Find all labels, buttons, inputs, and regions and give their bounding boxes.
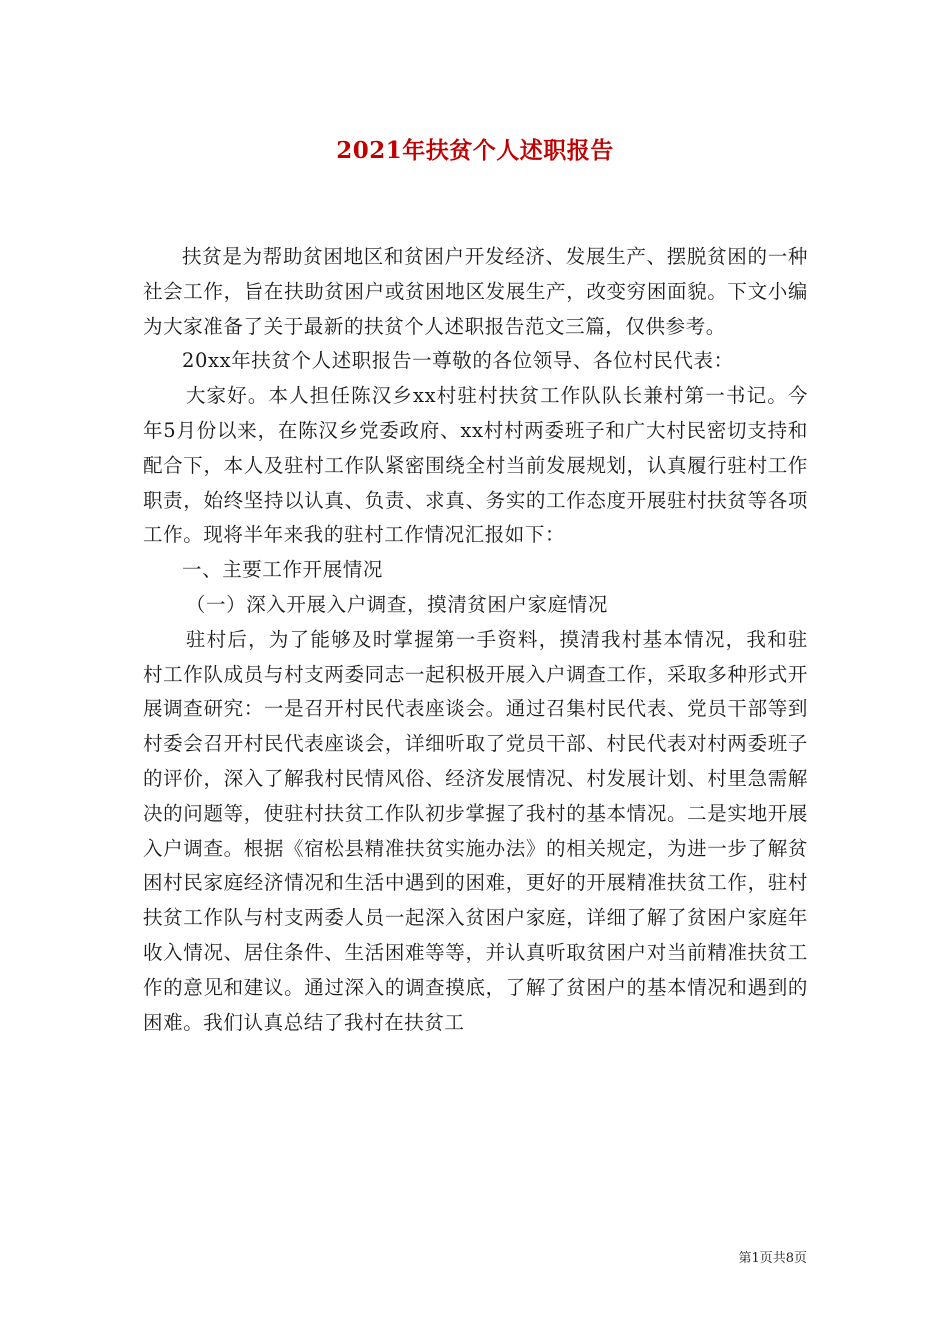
- document-title: 2021年扶贫个人述职报告: [336, 137, 614, 164]
- document-body: [143, 240, 808, 1040]
- section-heading: 一、主要工作开展情况: [182, 558, 384, 582]
- paragraph-survey: 驻村后，为了能够及时掌握第一手资料，摸清我村基本情况，我和驻村工作队成员与村支两委同志一起积极开展入户调查工作，采取多种形式开展调查研究：一是召开村民代表座谈会。通过召集村民代表、党员干部等到村委会召开村民代表座谈会，详细听取了党员干部、村民代表对村两委班子的评价，深入了解我村民情风俗、经济发展情况、村发展计划、村里急需解决的问题等，使驻村扶贫工作队初步掌握了我村的基本情况。二是实地开展入户调查。根据《宿松县精准扶贫实施办法》的相关规定，为进一步了解贫困村民家庭经济情况和生活中遇到的困难，更好的开展精准扶贫工作，驻村扶贫工作队与村支两委人员一起深入贫困户家庭，详细了解了贫困户家庭年收入情况、居住条件、生活困难等等，并认真听取贫困户对当前精准扶贫工作的意见和建议。通过深入的调查摸底，了解了贫困户的基本情况和遇到的困难。我们认真总结了我村在扶贫工: [143, 627, 808, 1034]
- page-number: 第1页共8页: [738, 1251, 807, 1266]
- subsection-heading: （一）深入开展入户调查，摸清贫困户家庭情况: [185, 592, 608, 616]
- paragraph-intro: 扶贫是为帮助贫困地区和贫困户开发经济、发展生产、摆脱贫困的一种社会工作，旨在扶助贫困户或贫困地区发展生产，改变穷困面貌。下文小编为大家准备了关于最新的扶贫个人述职报告范文三篇，仅供参考。: [143, 245, 808, 338]
- paragraph-greeting: 大家好。本人担任陈汉乡xx村驻村扶贫工作队队长兼村第一书记。今年5月份以来，在陈汉乡党委政府、xx村村两委班子和广大村民密切支持和配合下，本人及驻村工作队紧密围绕全村当前发展规划，认真履行驻村工作职责，始终坚持以认真、负责、求真、务实的工作态度开展驻村扶贫等各项工作。现将半年来我的驻村工作情况汇报如下：: [143, 384, 808, 547]
- paragraph-heading-line: 20xx年扶贫个人述职报告一尊敬的各位领导、各位村民代表：: [182, 349, 734, 373]
